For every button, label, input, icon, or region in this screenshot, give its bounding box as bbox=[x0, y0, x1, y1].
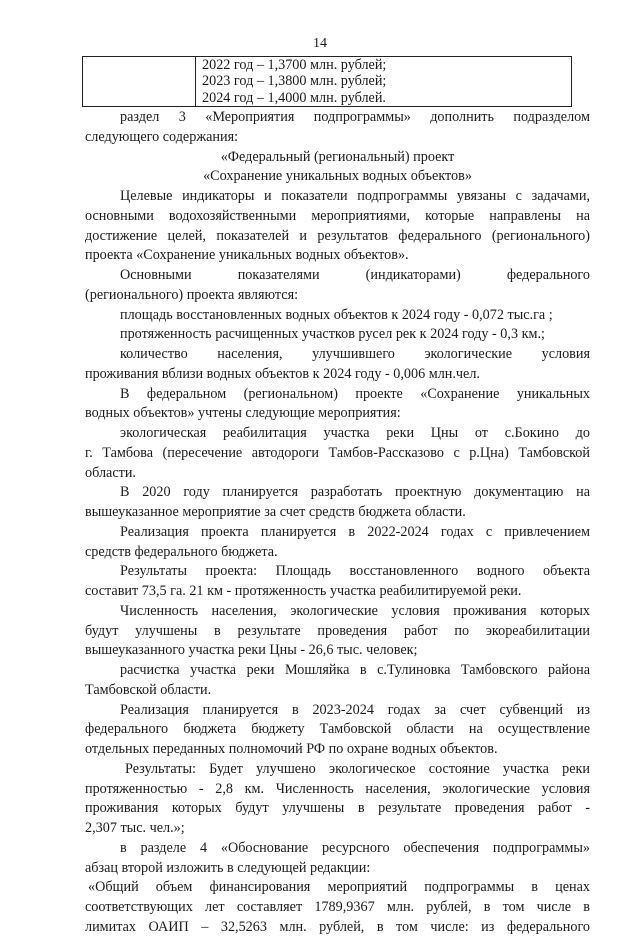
text-line: области. bbox=[85, 464, 136, 481]
text-line: отдельных переданных полномочий РФ по охране водных объектов. bbox=[85, 741, 498, 757]
text-line: в разделе 4 «Обоснование ресурсного обеспечения подпрограммы» bbox=[120, 839, 590, 856]
text-line: вышеуказанное мероприятие за счет средств бюджета области. bbox=[85, 504, 466, 520]
text-line: г. Тамбова (пересечение автодороги Тамбов-Рассказово с р.Цна) Тамбовской bbox=[85, 444, 590, 461]
text-line: проживания вблизи водных объектов к 2024 году - 0,006 млн.чел. bbox=[85, 365, 480, 382]
text-line: основными водохозяйственными мероприятиями, которые направлены на bbox=[85, 207, 590, 224]
text-line: Тамбовской области. bbox=[85, 681, 212, 698]
text-line: будут улучшены в результате проведения работ по экореабилитации bbox=[85, 622, 590, 639]
text-line: раздел 3 «Мероприятия подпрограммы» дополнить подразделом bbox=[120, 109, 590, 125]
document-body bbox=[85, 108, 590, 938]
text-line: Целевые индикаторы и показатели подпрограммы увязаны с задачами, bbox=[120, 188, 590, 204]
text-line: 2,307 тыс. чел.»; bbox=[85, 820, 185, 836]
text-line: проживания которых будут улучшены в результате проведения работ - bbox=[85, 800, 590, 817]
text-line: федерального бюджета бюджету Тамбовской области на осуществление bbox=[85, 721, 590, 738]
funding-row: 2023 год – 1,3800 млн. рублей; bbox=[202, 73, 387, 90]
text-line: В 2020 году планируется разработать проектную документацию на bbox=[120, 484, 590, 501]
table-cell-funding bbox=[196, 57, 572, 107]
text-line: следующего содержания: bbox=[85, 128, 239, 145]
text-line: достижение целей, показателей и результатов федерального (регионального) bbox=[85, 227, 590, 244]
funding-row: 2024 год – 1,4000 млн. рублей. bbox=[202, 89, 386, 106]
table-cell-empty bbox=[83, 57, 196, 107]
text-line: средств федерального бюджета. bbox=[85, 543, 278, 560]
text-line: «Общий объем финансирования мероприятий подпрограммы в ценах bbox=[88, 879, 590, 896]
page-number: 14 bbox=[313, 36, 327, 51]
text-line: водных объектов» учтены следующие мероприятия: bbox=[85, 405, 401, 422]
text-line: количество населения, улучшившего экологические условия bbox=[120, 346, 590, 362]
text-line: Реализация планируется в 2023-2024 годах за счет субвенций из bbox=[120, 701, 590, 718]
text-line: «Сохранение уникальных водных объектов» bbox=[203, 168, 472, 185]
funding-table bbox=[82, 56, 572, 107]
text-line: Численность населения, экологические условия проживания которых bbox=[120, 602, 590, 619]
text-line: протяженностью - 2,8 км. Численность населения, экологические условия bbox=[85, 780, 590, 797]
text-line: лимитах ОАИП – 32,5263 млн. рублей, в том числе: из федерального bbox=[85, 918, 590, 935]
text-line: абзац второй изложить в следующей редакции: bbox=[85, 859, 371, 876]
funding-row: 2022 год – 1,3700 млн. рублей; bbox=[202, 57, 387, 73]
text-line: Результаты: Будет улучшено экологическое состояние участка реки bbox=[125, 760, 590, 777]
text-line: расчистка участка реки Мошляйка в с.Тулиновка Тамбовского района bbox=[120, 662, 590, 678]
text-line: вышеуказанного участка реки Цны - 26,6 тыс. человек; bbox=[85, 642, 418, 659]
text-line: «Федеральный (региональный) проект bbox=[220, 148, 455, 165]
text-line: составит 73,5 га. 21 км - протяженность участка реабилитируемой реки. bbox=[85, 583, 522, 599]
table-row bbox=[83, 57, 572, 107]
text-line: экологическая реабилитация участка реки Цны от с.Бокино до bbox=[120, 425, 590, 441]
text-line: (регионального) проекта являются: bbox=[85, 286, 299, 303]
text-line: протяженность расчищенных участков русел рек к 2024 году - 0,3 км.; bbox=[120, 326, 545, 343]
text-line: Результаты проекта: Площадь восстановленного водного объекта bbox=[120, 563, 590, 580]
text-line: Основными показателями (индикаторами) федерального bbox=[120, 267, 590, 283]
text-line: соответствующих лет составляет 1789,9367 млн. рублей, в том числе в bbox=[85, 899, 590, 915]
text-line: площадь восстановленных водных объектов к 2024 году - 0,072 тыс.га ; bbox=[120, 306, 553, 323]
text-line: Реализация проекта планируется в 2022-2024 годах с привлечением bbox=[120, 523, 590, 540]
text-line: В федеральном (региональном) проекте «Сохранение уникальных bbox=[120, 385, 590, 402]
text-line: проекта «Сохранение уникальных водных объектов». bbox=[85, 247, 409, 264]
